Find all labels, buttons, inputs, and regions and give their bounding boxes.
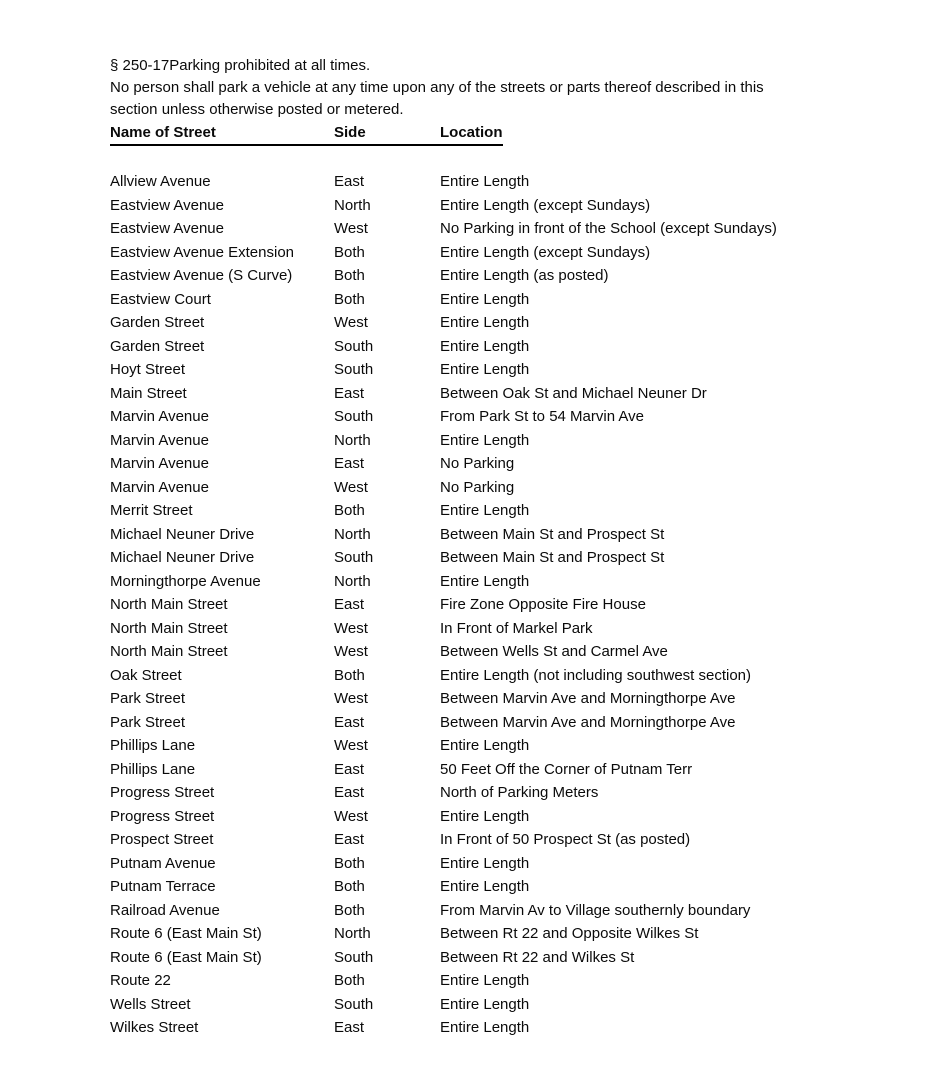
cell-side: North: [334, 431, 371, 449]
table-row: [110, 288, 900, 312]
table-row: [110, 711, 900, 735]
cell-location: Between Oak St and Michael Neuner Dr: [440, 384, 707, 402]
header-table-gap: [110, 146, 900, 170]
cell-side: East: [334, 784, 365, 801]
cell-side: West: [334, 314, 368, 331]
table-row: [110, 946, 900, 970]
cell-location: Entire Length (except Sundays): [440, 243, 651, 261]
cell-location: North of Parking Meters: [440, 784, 599, 801]
cell-side: West: [334, 737, 368, 754]
cell-location: Between Rt 22 and Wilkes St: [440, 948, 635, 966]
cell-side: West: [334, 807, 368, 825]
table-row: [110, 546, 900, 570]
cell-side: Both: [334, 267, 365, 284]
cell-street: Michael Neuner Drive: [110, 549, 255, 566]
cell-street: North Main Street: [110, 619, 228, 637]
cell-street: Marvin Avenue: [110, 455, 209, 472]
column-header-name-of-street: Name of Street: [110, 124, 216, 141]
cell-location: No Parking: [440, 478, 515, 496]
street-table: [110, 170, 900, 1040]
cell-location: Entire Length: [440, 972, 530, 989]
intro-paragraph-line-1: No person shall park a vehicle at any time upon any of the streets or parts thereof described in this: [110, 79, 764, 96]
cell-street: Morningthorpe Avenue: [110, 572, 261, 590]
intro-paragraph-line-2: section unless otherwise posted or metered.: [110, 101, 404, 118]
cell-location: Entire Length: [440, 337, 530, 355]
table-row: [110, 969, 900, 993]
cell-street: North Main Street: [110, 596, 228, 613]
cell-street: Route 6 (East Main St): [110, 925, 262, 942]
cell-street: Putnam Terrace: [110, 878, 216, 895]
cell-street: Garden Street: [110, 337, 205, 355]
table-row: [110, 687, 900, 711]
table-row: [110, 875, 900, 899]
table-row: [110, 828, 900, 852]
cell-location: Entire Length: [440, 173, 530, 190]
cell-street: Route 6 (East Main St): [110, 948, 262, 966]
cell-street: Eastview Avenue: [110, 196, 224, 214]
table-row: [110, 805, 900, 829]
table-row: [110, 335, 900, 359]
cell-location: Entire Length: [440, 502, 530, 519]
cell-side: West: [334, 643, 368, 660]
cell-location: Entire Length: [440, 1019, 530, 1036]
table-row: [110, 1016, 900, 1040]
cell-location: Entire Length: [440, 854, 530, 872]
cell-street: Wilkes Street: [110, 1019, 199, 1036]
cell-street: Phillips Lane: [110, 737, 196, 754]
cell-side: South: [334, 995, 374, 1013]
cell-side: West: [334, 619, 368, 637]
table-row: [110, 264, 900, 288]
cell-location: From Park St to 54 Marvin Ave: [440, 408, 644, 425]
cell-side: South: [334, 337, 374, 355]
cell-location: Entire Length: [440, 290, 530, 308]
cell-location: In Front of 50 Prospect St (as posted): [440, 831, 691, 848]
cell-street: Railroad Avenue: [110, 901, 220, 919]
table-row: [110, 640, 900, 664]
table-row: [110, 241, 900, 265]
cell-location: Between Rt 22 and Opposite Wilkes St: [440, 925, 699, 942]
cell-street: Merrit Street: [110, 502, 193, 519]
cell-side: Both: [334, 878, 365, 895]
cell-street: Phillips Lane: [110, 760, 196, 778]
cell-location: No Parking in front of the School (except Sundays): [440, 220, 777, 237]
section-title: § 250-17Parking prohibited at all times.: [110, 57, 371, 74]
column-header-side: Side: [334, 124, 366, 141]
cell-location: Fire Zone Opposite Fire House: [440, 596, 646, 613]
table-row: [110, 452, 900, 476]
table-row: [110, 852, 900, 876]
cell-location: Between Main St and Prospect St: [440, 525, 665, 543]
table-header-row: [110, 122, 503, 146]
cell-side: East: [334, 713, 365, 731]
cell-side: North: [334, 925, 371, 942]
cell-street: Main Street: [110, 384, 187, 402]
cell-location: Entire Length: [440, 572, 530, 590]
cell-side: North: [334, 572, 371, 590]
cell-street: Marvin Avenue: [110, 431, 209, 449]
cell-location: Between Marvin Ave and Morningthorpe Ave: [440, 713, 736, 731]
cell-side: East: [334, 384, 365, 402]
cell-street: Park Street: [110, 690, 186, 707]
column-header-location: Location: [440, 124, 503, 141]
cell-location: 50 Feet Off the Corner of Putnam Terr: [440, 760, 693, 778]
cell-street: Route 22: [110, 972, 171, 989]
table-row: [110, 358, 900, 382]
table-row: [110, 523, 900, 547]
cell-side: North: [334, 525, 371, 543]
table-row: [110, 170, 900, 194]
cell-location: Entire Length (as posted): [440, 267, 609, 284]
cell-location: No Parking: [440, 455, 515, 472]
cell-location: Between Wells St and Carmel Ave: [440, 643, 668, 660]
cell-street: Hoyt Street: [110, 361, 186, 378]
cell-street: North Main Street: [110, 643, 228, 660]
cell-location: Between Main St and Prospect St: [440, 549, 665, 566]
cell-street: Progress Street: [110, 784, 215, 801]
cell-street: Wells Street: [110, 995, 191, 1013]
cell-street: Eastview Avenue Extension: [110, 243, 295, 261]
cell-side: West: [334, 478, 368, 496]
table-row: [110, 593, 900, 617]
cell-side: South: [334, 408, 374, 425]
cell-street: Prospect Street: [110, 831, 214, 848]
cell-side: Both: [334, 502, 365, 519]
table-row: [110, 993, 900, 1017]
cell-side: Both: [334, 666, 365, 684]
cell-side: Both: [334, 901, 365, 919]
table-row: [110, 664, 900, 688]
table-row: [110, 476, 900, 500]
table-row: [110, 405, 900, 429]
cell-location: In Front of Markel Park: [440, 619, 593, 637]
cell-side: East: [334, 1019, 365, 1036]
cell-street: Oak Street: [110, 666, 182, 684]
cell-side: Both: [334, 290, 365, 308]
cell-side: South: [334, 948, 374, 966]
cell-location: Entire Length (not including southwest section): [440, 666, 752, 684]
table-row: [110, 781, 900, 805]
table-row: [110, 570, 900, 594]
cell-street: Eastview Avenue: [110, 220, 224, 237]
cell-street: Putnam Avenue: [110, 854, 216, 872]
cell-side: East: [334, 831, 365, 848]
table-row: [110, 899, 900, 923]
cell-location: Entire Length: [440, 995, 530, 1013]
cell-location: Entire Length: [440, 878, 530, 895]
cell-side: South: [334, 361, 374, 378]
table-row: [110, 311, 900, 335]
table-row: [110, 499, 900, 523]
cell-location: Entire Length: [440, 431, 530, 449]
cell-side: East: [334, 760, 365, 778]
table-row: [110, 734, 900, 758]
cell-street: Michael Neuner Drive: [110, 525, 255, 543]
cell-location: Entire Length: [440, 314, 530, 331]
table-row: [110, 617, 900, 641]
cell-side: East: [334, 455, 365, 472]
cell-location: Entire Length: [440, 807, 530, 825]
cell-street: Eastview Court: [110, 290, 211, 308]
cell-location: Entire Length: [440, 737, 530, 754]
cell-side: East: [334, 596, 365, 613]
table-row: [110, 758, 900, 782]
cell-location: From Marvin Av to Village southernly boundary: [440, 901, 751, 919]
table-row: [110, 194, 900, 218]
cell-street: Eastview Avenue (S Curve): [110, 267, 293, 284]
cell-street: Progress Street: [110, 807, 215, 825]
cell-side: North: [334, 196, 371, 214]
cell-location: Between Marvin Ave and Morningthorpe Ave: [440, 690, 736, 707]
table-row: [110, 217, 900, 241]
cell-street: Marvin Avenue: [110, 408, 209, 425]
cell-side: West: [334, 690, 368, 707]
cell-location: Entire Length: [440, 361, 530, 378]
cell-street: Allview Avenue: [110, 173, 211, 190]
table-row: [110, 429, 900, 453]
table-row: [110, 922, 900, 946]
document-content: [110, 55, 900, 1040]
cell-side: Both: [334, 243, 365, 261]
cell-location: Entire Length (except Sundays): [440, 196, 651, 214]
cell-street: Garden Street: [110, 314, 205, 331]
cell-side: Both: [334, 972, 365, 989]
cell-street: Park Street: [110, 713, 186, 731]
cell-side: East: [334, 173, 365, 190]
cell-side: West: [334, 220, 368, 237]
cell-street: Marvin Avenue: [110, 478, 209, 496]
cell-side: South: [334, 549, 374, 566]
cell-side: Both: [334, 854, 365, 872]
table-row: [110, 382, 900, 406]
